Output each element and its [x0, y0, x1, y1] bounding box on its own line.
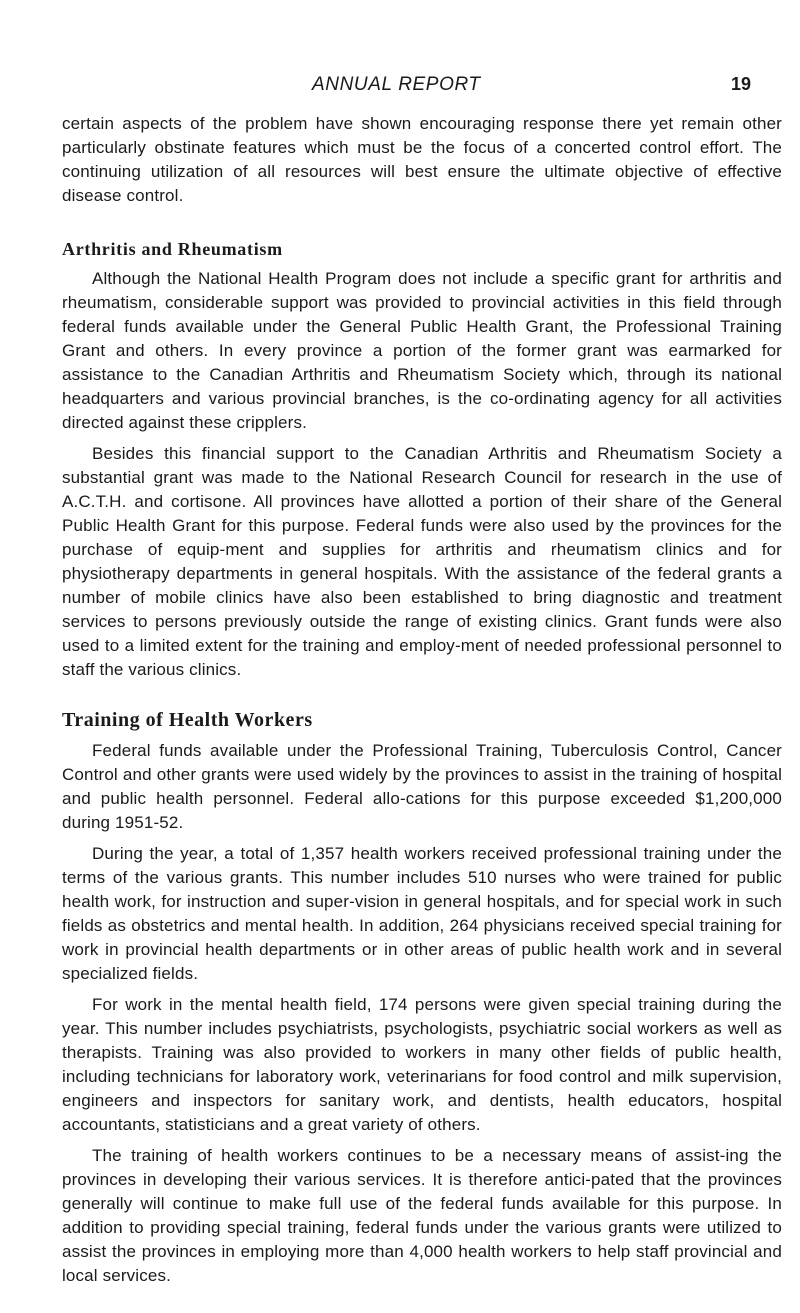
- body-paragraph: During the year, a total of 1,357 health workers received professional training under the terms of the various grants. This number includes 510 nurses who were trained for public health work, for instruction and super-vision in general hospitals, and for special work in such fields as obstetrics and mental health. In addition, 264 physicians received special training for work in provincial health departments or in other areas of public health work and in several specialized fields.: [62, 844, 782, 983]
- body-paragraph: Although the National Health Program does not include a specific grant for arthritis and rheumatism, considerable support was provided to provincial activities in this field through federal funds available under the General Public Health Grant, the Professional Training Grant and others. In every province a portion of the former grant was earmarked for assistance to the Canadian Arthritis and Rheumatism Society which, through its national headquarters and various provincial branches, is the co-ordinating agency for all activities directed against these cripplers.: [62, 269, 782, 432]
- page-header: [0, 74, 800, 102]
- section-heading: Training of Health Workers: [62, 709, 313, 731]
- page-number: 19: [731, 74, 752, 94]
- body-paragraph: For work in the mental health field, 174 persons were given special training during the year. This number includes psychiatrists, psychologists, psychiatric social workers as well as therapists. Training was also provided to workers in many other fields of public health, including technicians for laboratory work, veterinarians for food control and milk supervision, engineers and inspectors for sanitary work, and dentists, health educators, hospital accountants, statisticians and a great variety of others.: [62, 995, 782, 1134]
- body-paragraph: Federal funds available under the Professional Training, Tuberculosis Control, Cancer Control and other grants were used widely by the provinces to assist in the training of hospital and public health personnel. Federal allo-cations for this purpose exceeded $1,200,000 during 1951-52.: [62, 741, 782, 832]
- section-training-health-workers: [62, 709, 782, 1288]
- intro-paragraph: certain aspects of the problem have shown encouraging response there yet remain other particularly obstinate features which must be the focus of a concerted control effort. The continuing utilization of all resources will best ensure the ultimate objective of effective disease control.: [62, 114, 782, 205]
- running-title: ANNUAL REPORT: [312, 74, 481, 95]
- section-arthritis-rheumatism: [62, 239, 782, 682]
- body-paragraph: The training of health workers continues to be a necessary means of assist-ing the provinces in developing their various services. It is therefore antici-pated that the provinces generally will continue to make full use of the federal funds available for this purpose. In addition to providing special training, federal funds under the various grants were utilized to assist the provinces in employing more than 4,000 health workers to help staff provincial and local services.: [62, 1146, 782, 1285]
- body-paragraph: Besides this financial support to the Canadian Arthritis and Rheumatism Society a substantial grant was made to the National Research Council for research in the use of A.C.T.H. and cortisone. All provinces have allotted a portion of their share of the General Public Health Grant for this purpose. Federal funds were also used by the provinces for the purchase of equip-ment and supplies for arthritis and rheumatism clinics and for physiotherapy departments in general hospitals. With the assistance of the federal grants a number of mobile clinics have also been established to bring diagnostic and treatment services to persons previously outside the range of existing clinics. Grant funds were also used to a limited extent for the training and employ-ment of needed professional personnel to staff the various clinics.: [62, 444, 782, 679]
- section-heading: Arthritis and Rheumatism: [62, 239, 283, 259]
- page-body: [62, 112, 782, 1288]
